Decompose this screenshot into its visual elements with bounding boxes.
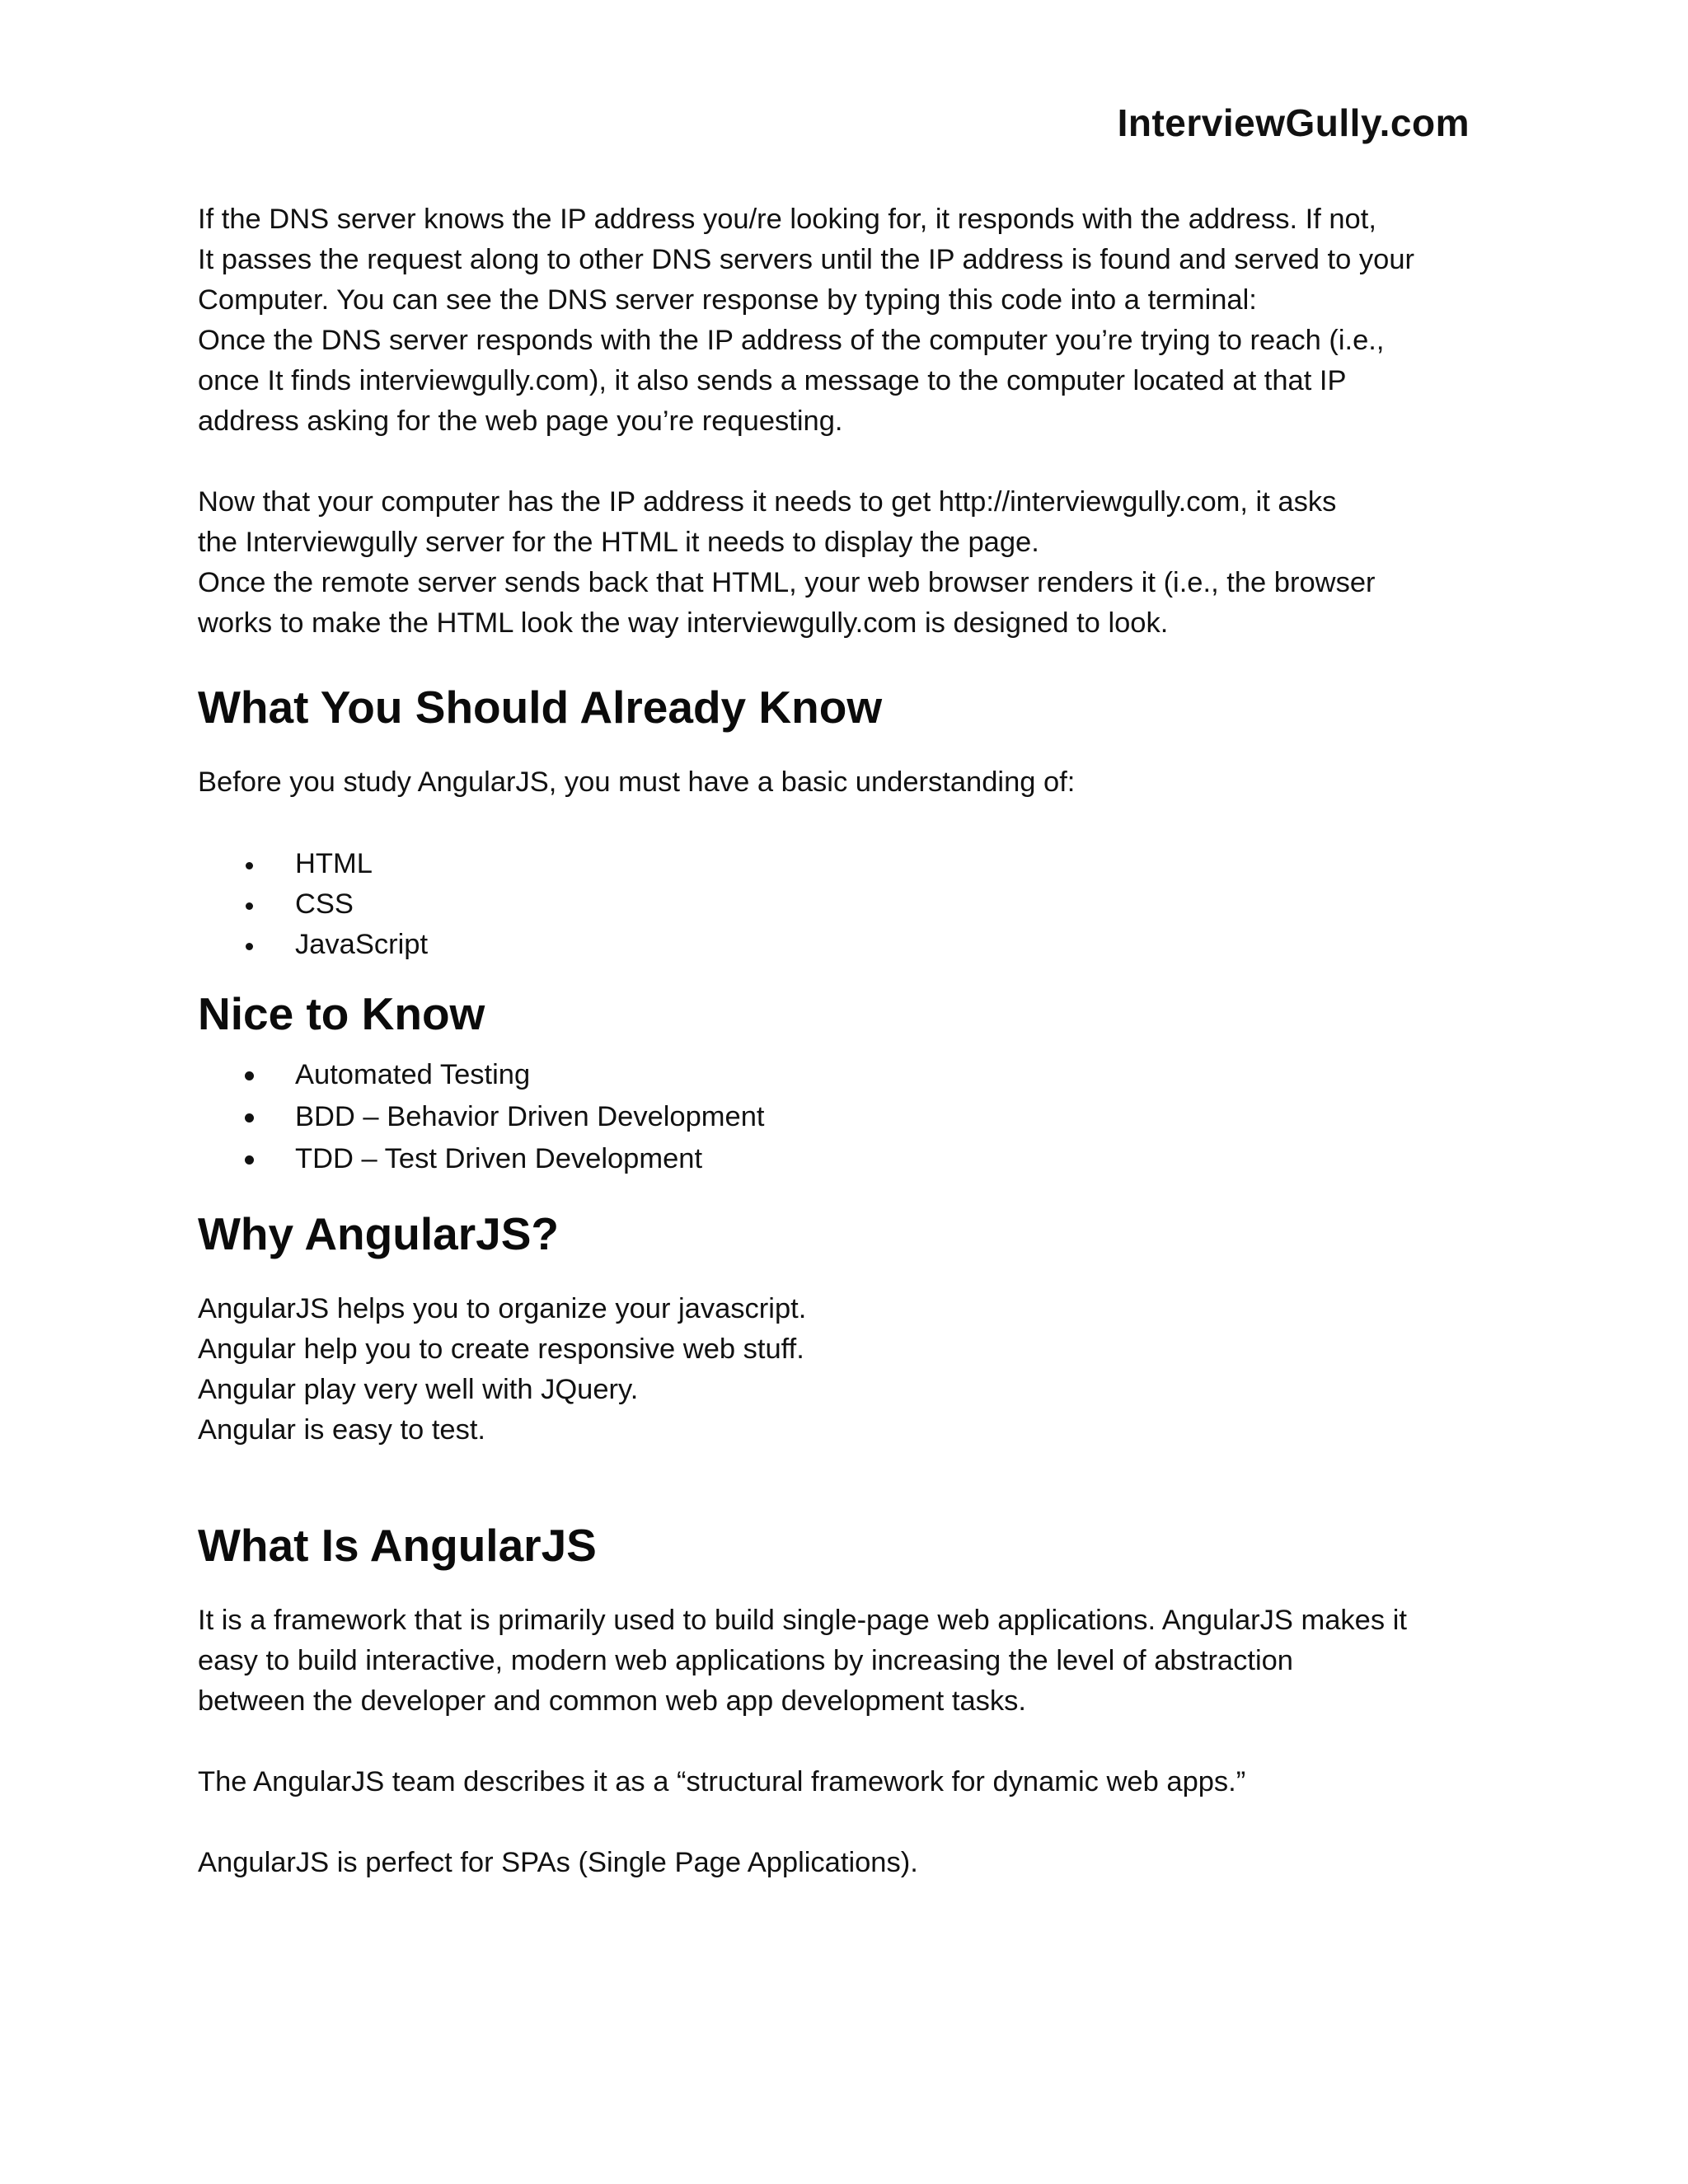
prerequisites-list bbox=[198, 844, 1484, 965]
bullet-icon bbox=[245, 1113, 254, 1122]
what-is-paragraph-3: AngularJS is perfect for SPAs (Single Page Applications). bbox=[198, 1847, 918, 1878]
text-line: Angular is easy to test. bbox=[198, 1414, 486, 1446]
spacer bbox=[198, 442, 1484, 482]
document-body bbox=[198, 199, 1484, 1883]
spacer bbox=[198, 1722, 1484, 1762]
text-line: easy to build interactive, modern web applications by increasing the level of abstraction bbox=[198, 1645, 1293, 1676]
bullet-icon bbox=[246, 902, 253, 910]
text-line: Once the remote server sends back that HTML, your web browser renders it (i.e., the browser bbox=[198, 567, 1376, 598]
prerequisites-intro: Before you study AngularJS, you must have a basic understanding of: bbox=[198, 766, 1076, 798]
site-header: InterviewGully.com bbox=[1117, 101, 1470, 144]
text-line: once It finds interviewgully.com), it also sends a message to the computer located at that IP bbox=[198, 365, 1347, 396]
bullet-icon bbox=[245, 1071, 254, 1080]
text-line: between the developer and common web app development tasks. bbox=[198, 1685, 1026, 1717]
list-item bbox=[198, 1054, 1484, 1096]
heading-nice-to-know: Nice to Know bbox=[198, 988, 485, 1039]
list-item-label: Automated Testing bbox=[295, 1059, 531, 1090]
text-line: It is a framework that is primarily used to build single-page web applications. AngularJS makes it bbox=[198, 1605, 1407, 1636]
heading-why-angularjs: Why AngularJS? bbox=[198, 1208, 559, 1259]
bullet-icon bbox=[245, 1155, 254, 1165]
intro-paragraph-2 bbox=[198, 482, 1484, 644]
text-line: Computer. You can see the DNS server response by typing this code into a terminal: bbox=[198, 284, 1257, 316]
list-item-label: JavaScript bbox=[295, 929, 429, 960]
nice-to-know-list bbox=[198, 1054, 1484, 1180]
text-line: works to make the HTML look the way interviewgully.com is designed to look. bbox=[198, 607, 1169, 639]
list-item-label: HTML bbox=[295, 848, 373, 879]
list-item bbox=[198, 844, 1484, 884]
text-line: address asking for the web page you’re requesting. bbox=[198, 405, 843, 437]
what-is-paragraph-1 bbox=[198, 1601, 1484, 1722]
spacer bbox=[198, 1802, 1484, 1843]
text-line: AngularJS helps you to organize your javascript. bbox=[198, 1293, 807, 1324]
list-item bbox=[198, 1138, 1484, 1180]
list-item-label: CSS bbox=[295, 888, 354, 920]
bullet-icon bbox=[246, 943, 253, 950]
heading-what-is-angularjs: What Is AngularJS bbox=[198, 1520, 597, 1571]
bullet-icon bbox=[246, 862, 253, 869]
text-line: the Interviewgully server for the HTML it needs to display the page. bbox=[198, 527, 1039, 558]
text-line: Now that your computer has the IP address it needs to get http://interviewgully.com, it asks bbox=[198, 486, 1337, 518]
heading-prerequisites: What You Should Already Know bbox=[198, 682, 883, 733]
list-item bbox=[198, 884, 1484, 925]
text-line: Once the DNS server responds with the IP address of the computer you’re trying to reach (i.e., bbox=[198, 325, 1385, 356]
list-item bbox=[198, 1096, 1484, 1138]
text-line: If the DNS server knows the IP address you/re looking for, it responds with the address. If not, bbox=[198, 204, 1376, 235]
list-item bbox=[198, 925, 1484, 965]
why-angularjs-lines bbox=[198, 1289, 1484, 1451]
text-line: Angular play very well with JQuery. bbox=[198, 1374, 639, 1405]
text-line: Angular help you to create responsive web stuff. bbox=[198, 1333, 804, 1365]
what-is-paragraph-2: The AngularJS team describes it as a “structural framework for dynamic web apps.” bbox=[198, 1766, 1246, 1797]
intro-paragraph-1 bbox=[198, 199, 1484, 442]
list-item-label: TDD – Test Driven Development bbox=[295, 1143, 703, 1174]
text-line: It passes the request along to other DNS servers until the IP address is found and served to your bbox=[198, 244, 1415, 275]
list-item-label: BDD – Behavior Driven Development bbox=[295, 1101, 765, 1132]
